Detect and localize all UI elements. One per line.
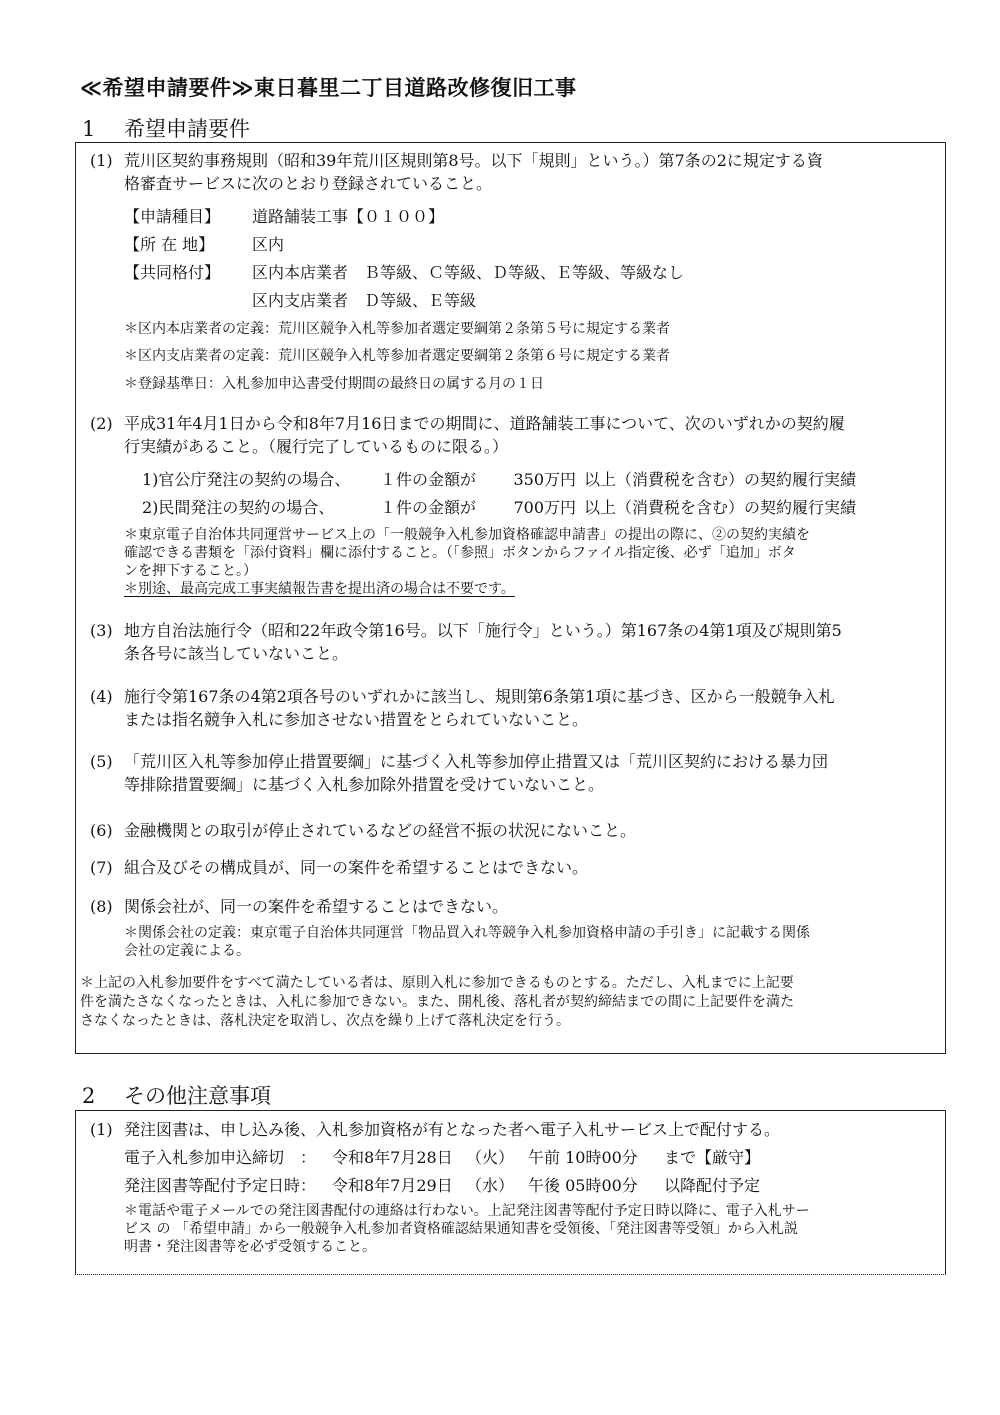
note: 会社の定義による。 — [124, 943, 250, 959]
note: ＊関係会社の定義：東京電子自治体共同運営「物品買入れ等競争入札参加資格申請の手引き」に記載する関係 — [124, 925, 810, 941]
section-number: 1 — [82, 117, 96, 141]
section-title: その他注意事項 — [124, 1084, 271, 1108]
note: 確認できる書類を「添付資料」欄に添付すること。（「参照」ボタンからファイル指定後、必ず「追加」ボタ — [124, 545, 796, 561]
schedule-label: 電子入札参加申込締切 — [124, 1148, 285, 1167]
item-number: (2) — [90, 414, 113, 433]
schedule-date: 令和8年7月28日 — [332, 1148, 453, 1167]
notes-box — [75, 1110, 946, 1275]
record-row — [142, 469, 856, 491]
item-number: (3) — [90, 621, 113, 640]
item-text: 「荒川区入札等参加停止措置要綱」に基づく入札等参加停止措置又は「荒川区契約における暴力団 — [124, 752, 829, 771]
item-text: 行実績があること。（履行完了しているものに限る。） — [124, 437, 509, 456]
note: ビス の 「希望申請」から一般競争入札参加者資格確認結果通知書を受領後、「発注図書等受領」から入札説 — [124, 1221, 798, 1237]
note: ＊区内支店業者の定義：荒川区競争入札等参加者選定要綱第２条第６号に規定する業者 — [124, 348, 670, 364]
record-condition: 以上（消費税を含む）の契約履行実績 — [584, 498, 857, 517]
item-text: または指名競争入札に参加させない措置をとられていないこと。 — [124, 710, 589, 729]
note: ＊電話や電子メールでの発注図書配付の連絡は行わない。上記発注図書等配付予定日時以降に、電子入札サー — [124, 1203, 810, 1219]
schedule-time: 午後 05時00分 — [528, 1176, 638, 1195]
item-text: 施行令第167条の4第2項各号のいずれかに該当し、規則第6条第1項に基づき、区から一般競争入札 — [124, 687, 835, 706]
schedule-day: （火） — [466, 1148, 515, 1167]
field-row — [124, 234, 284, 256]
footer-note: ＊上記の入札参加要件をすべて満たしている者は、原則入札に参加できるものとする。ただし、入札までに上記要 — [80, 975, 794, 991]
schedule-row — [124, 1147, 760, 1169]
item-text: 荒川区契約事務規則（昭和39年荒川区規則第8号。以下「規則」という。）第7条の2に規定する資 — [124, 151, 823, 170]
item-number: (8) — [90, 897, 113, 916]
note: ンを押下すること。） — [124, 563, 257, 579]
note: ＊区内本店業者の定義：荒川区競争入札等参加者選定要綱第２条第５号に規定する業者 — [124, 321, 670, 337]
item-text: 関係会社が、同一の案件を希望することはできない。 — [124, 897, 509, 916]
record-amount: 700万円 — [513, 498, 576, 517]
schedule-label: 発注図書等配付予定日時： — [124, 1176, 317, 1195]
schedule-row — [124, 1175, 760, 1197]
footer-note: 件を満たさなくなったときは、入札に参加できない。また、開札後、落札者が契約締結までの間に上記要件を満た — [80, 994, 794, 1010]
item-number: (1) — [90, 1120, 113, 1139]
field-label: 【共同格付】 — [124, 263, 221, 282]
note: ＊東京電子自治体共同運営サービス上の「一般競争入札参加資格確認申請書」の提出の際に、②の契約実績を — [124, 527, 810, 543]
record-amount: 350万円 — [513, 470, 576, 489]
section-title: 希望申請要件 — [124, 117, 250, 141]
item-text: 等排除措置要綱」に基づく入札参加除外措置を受けていないこと。 — [124, 775, 605, 794]
item-text: 組合及びその構成員が、同一の案件を希望することはできない。 — [124, 858, 589, 877]
item-text: 地方自治法施行令（昭和22年政令第16号。以下「施行令」という。）第167条の4第1項及び規則第5 — [124, 621, 842, 640]
record-label: 1)官公庁発注の契約の場合、 — [142, 470, 351, 489]
field-value: 区内本店業者 Ｂ等級、Ｃ等級、Ｄ等級、Ｅ等級、等級なし — [252, 263, 685, 282]
record-count: １件の金額が — [380, 470, 477, 489]
record-count: １件の金額が — [380, 498, 477, 517]
section-2-heading — [82, 1080, 271, 1110]
note: 明書・発注図書等を必ず受領すること。 — [124, 1239, 376, 1255]
schedule-colon: ： — [300, 1148, 317, 1167]
field-row — [124, 290, 476, 312]
item-number: (6) — [90, 821, 113, 840]
page-title: ≪希望申請要件≫東日暮里二丁目道路改修復旧工事 — [80, 76, 577, 100]
field-row — [124, 206, 444, 228]
item-text: 発注図書は、申し込み後、入札参加資格が有となった者へ電子入札サービス上で配付する。 — [124, 1120, 781, 1139]
item-number: (5) — [90, 752, 113, 771]
note: ＊登録基準日：入札参加申込書受付期間の最終日の属する月の１日 — [124, 376, 544, 392]
record-row — [142, 497, 856, 519]
item-number: (4) — [90, 687, 113, 706]
record-label: 2)民間発注の契約の場合、 — [142, 498, 335, 517]
footer-note: さなくなったときは、落札決定を取消し、次点を繰り上げて落札決定を行う。 — [80, 1013, 570, 1029]
schedule-tail: 以降配付予定 — [664, 1176, 761, 1195]
item-text: 金融機関との取引が停止されているなどの経営不振の状況にないこと。 — [124, 821, 637, 840]
schedule-tail: まで【厳守】 — [664, 1148, 761, 1167]
schedule-date: 令和8年7月29日 — [332, 1176, 453, 1195]
field-label: 【申請種目】 — [124, 207, 221, 226]
item-text: 格審査サービスに次のとおり登録されていること。 — [124, 174, 493, 193]
field-row — [124, 262, 684, 284]
note-underlined: ＊別途、最高完成工事実績報告書を提出済の場合は不要です。 — [124, 581, 515, 597]
field-label: 【所 在 地】 — [124, 235, 215, 254]
item-number: (7) — [90, 858, 113, 877]
requirements-box — [75, 142, 946, 1054]
section-number: 2 — [82, 1084, 96, 1108]
schedule-day: （水） — [466, 1176, 515, 1195]
section-1-heading — [82, 113, 250, 143]
field-value: 区内 — [252, 235, 285, 254]
schedule-time: 午前 10時00分 — [528, 1148, 638, 1167]
record-condition: 以上（消費税を含む）の契約履行実績 — [584, 470, 857, 489]
item-text: 条各号に該当していないこと。 — [124, 644, 349, 663]
field-value: 道路舗装工事【０１００】 — [252, 207, 445, 226]
item-text: 平成31年4月1日から令和8年7月16日までの期間に、道路舗装工事について、次のいずれかの契約履 — [124, 414, 845, 433]
item-number: (1) — [90, 151, 113, 170]
field-value: 区内支店業者 Ｄ等級、Ｅ等級 — [252, 291, 477, 310]
